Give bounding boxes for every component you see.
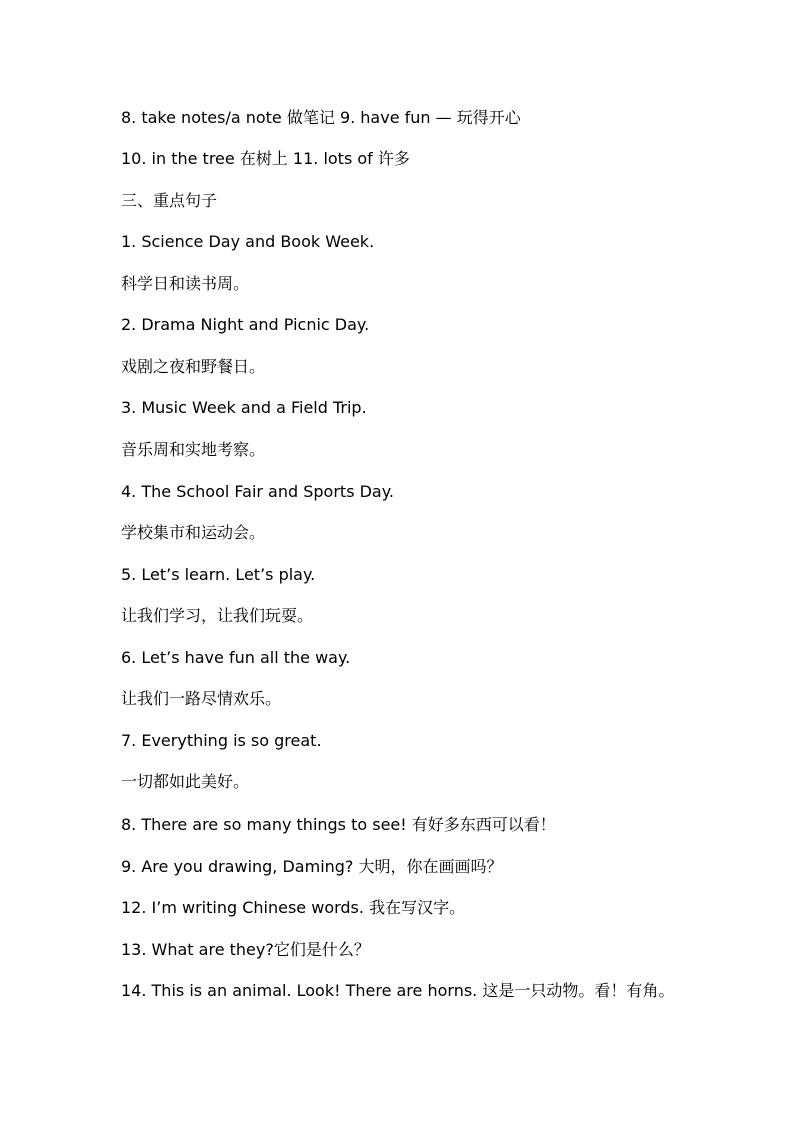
- sentence-7-zh: 一切都如此美好。: [121, 772, 250, 791]
- section-heading: 三、重点句子: [121, 191, 218, 210]
- sentence-5-en: 5. Let’s learn. Let’s play.: [121, 565, 316, 584]
- sentence-14: 14. This is an animal. Look! There are horns. 这是一只动物。看！有角。: [121, 981, 675, 1000]
- vocab-line-8-9: 8. take notes/a note 做笔记 9. have fun — 玩得开心: [121, 108, 521, 127]
- sentence-1-zh: 科学日和读书周。: [121, 274, 250, 293]
- sentence-9: 9. Are you drawing, Daming? 大明，你在画画吗？: [121, 857, 503, 876]
- vocab-line-10-11: 10. in the tree 在树上 11. lots of 许多: [121, 149, 410, 168]
- sentence-3-zh: 音乐周和实地考察。: [121, 440, 266, 459]
- sentence-4-zh: 学校集市和运动会。: [121, 523, 266, 542]
- sentence-6-en: 6. Let’s have fun all the way.: [121, 648, 351, 667]
- sentence-6-zh: 让我们一路尽情欢乐。: [121, 689, 282, 708]
- sentence-7-en: 7. Everything is so great.: [121, 731, 322, 750]
- sentence-5-zh: 让我们学习，让我们玩耍。: [121, 606, 314, 625]
- sentence-12: 12. I’m writing Chinese words. 我在写汉字。: [121, 898, 466, 917]
- sentence-8: 8. There are so many things to see! 有好多东西可以看！: [121, 815, 556, 834]
- sentence-2-en: 2. Drama Night and Picnic Day.: [121, 315, 370, 334]
- sentence-3-en: 3. Music Week and a Field Trip.: [121, 398, 367, 417]
- sentence-2-zh: 戏剧之夜和野餐日。: [121, 357, 266, 376]
- sentence-4-en: 4. The School Fair and Sports Day.: [121, 482, 395, 501]
- sentence-13: 13. What are they?它们是什么？: [121, 940, 370, 959]
- sentence-1-en: 1. Science Day and Book Week.: [121, 232, 375, 251]
